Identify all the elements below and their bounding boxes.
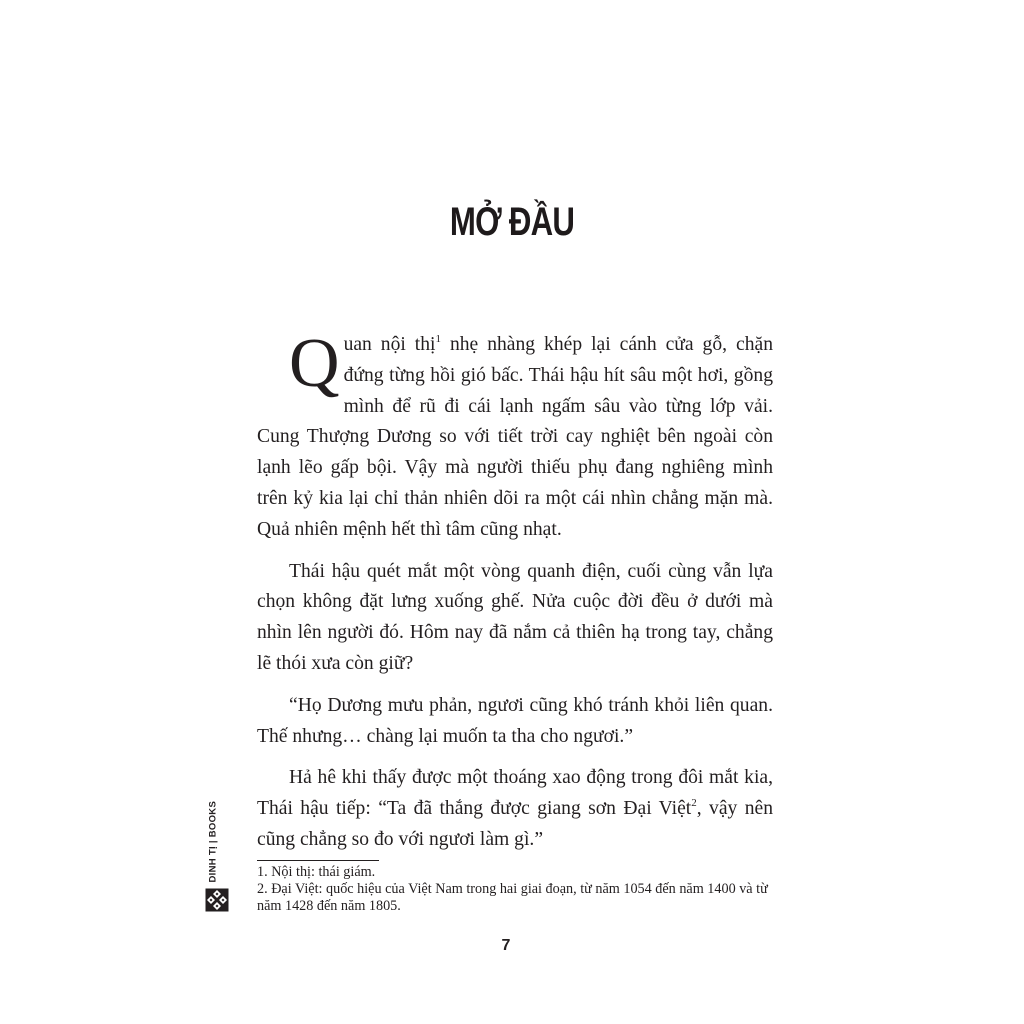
- paragraph-1-text-a: uan nội thị: [343, 334, 436, 355]
- footnote-2: 2. Đại Việt: quốc hiệu của Việt Nam trong hai giai đoạn, từ năm 1054 đến năm 1400 và từ năm 1428 đến năm 1805.: [257, 881, 768, 914]
- publisher-mark: [203, 800, 233, 914]
- footnote-ref-2: 2: [691, 797, 697, 810]
- paragraph-3: “Họ Dương mưu phản, ngươi cũng khó tránh khỏi liên quan. Thế nhưng… chàng lại muốn ta tha cho ngươi.”: [257, 694, 773, 747]
- drop-cap: Q: [289, 325, 340, 402]
- footnote-ref-1: 1: [435, 333, 441, 345]
- footnote-1: 1. Nội thị: thái giám.: [257, 864, 376, 880]
- paragraph-4-text-b: , vậy nên cũng chẳng so đo với ngươi làm gì.”: [257, 798, 773, 850]
- paragraph-2: Thái hậu quét mắt một vòng quanh điện, cuối cùng vẫn lựa chọn không đặt lưng xuống ghế. Nửa cuộc đời đều ở dưới mà nhìn lên người đó. Hôm nay đã nắm cả thiên hạ trong tay, chẳng lẽ thói xưa còn giữ?: [257, 560, 773, 674]
- footnote-divider: [257, 860, 379, 861]
- paragraph-1: [257, 325, 774, 546]
- paragraph-1-text-b: nhẹ nhàng khép lại cánh cửa gỗ, chặn đứng từng hồi gió bấc. Thái hậu hít sâu một hơi, gồng mình để rũ đi cái lạnh ngấm sâu vào từng lớp vải. Cung Thượng Dương so với tiết trời cay nghiệt bên ngoài còn lạnh lẽo gấp bội. Vậy mà người thiếu phụ đang nghiêng mình trên kỷ kia lại chỉ thản nhiên dõi ra một cái nhìn chẳng mặn mà. Quả nhiên mệnh hết thì tâm cũng nhạt.: [257, 334, 774, 540]
- paragraph-4-text-a: Hả hê khi thấy được một thoáng xao động trong đôi mắt kia, Thái hậu tiếp: “Ta đã thắng được giang sơn Đại Việt: [257, 767, 773, 820]
- paragraph-4: [257, 763, 773, 855]
- page-number: 7: [501, 937, 511, 954]
- chapter-title: MỞ ĐẦU: [449, 200, 575, 244]
- publisher-logo-icon: [205, 888, 229, 912]
- footnotes: [257, 860, 773, 915]
- publisher-name: DINH TỊ | BOOKS: [207, 800, 219, 883]
- body-text: [257, 325, 774, 867]
